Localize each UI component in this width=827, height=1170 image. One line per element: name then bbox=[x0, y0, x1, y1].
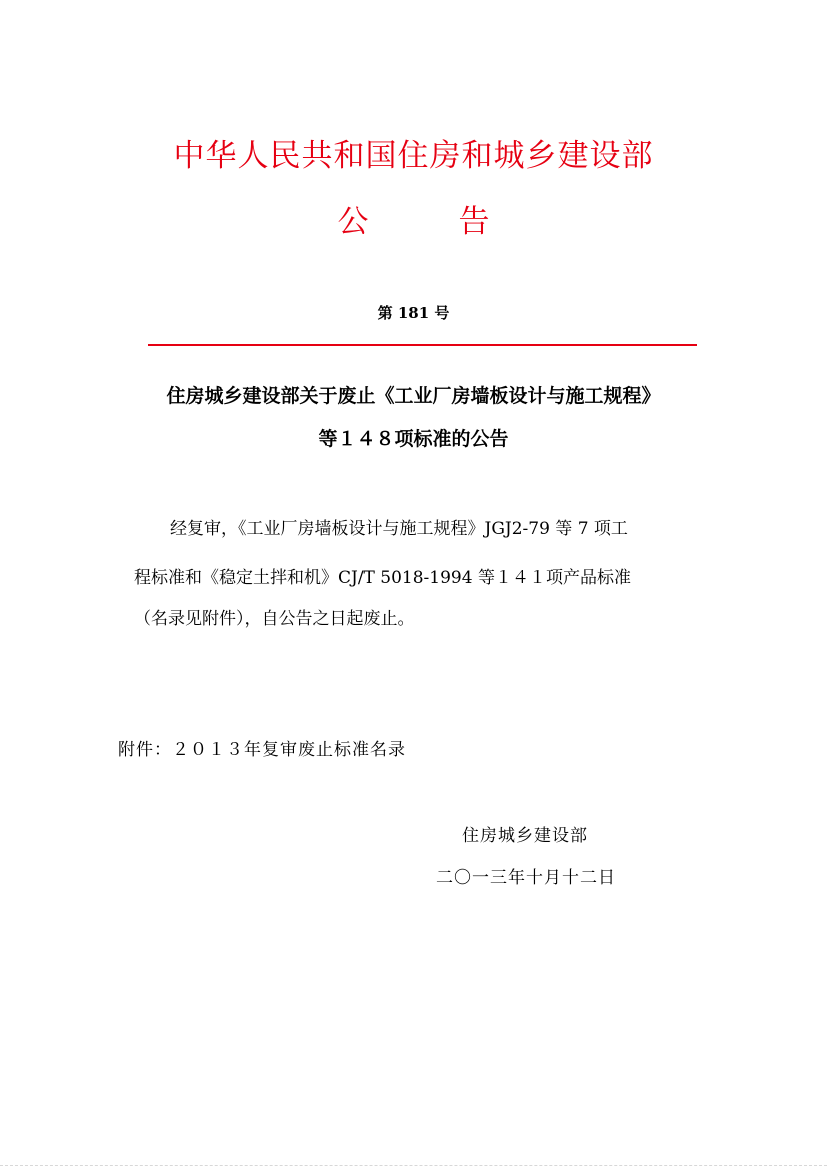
body-paragraph-line-1: 经复审，《工业厂房墙板设计与施工规程》JGJ2-79 等 7 项工 bbox=[170, 519, 628, 539]
issuing-authority-header: 中华人民共和国住房和城乡建设部 bbox=[173, 138, 654, 174]
announcement-title-line-2: 等１４８项标准的公告 bbox=[318, 428, 509, 450]
signature-date: 二〇一三年十月十二日 bbox=[436, 868, 616, 888]
document-type-char-1: 公 bbox=[337, 204, 369, 240]
body-paragraph-line-3: （名录见附件），自公告之日起废止。 bbox=[134, 609, 415, 629]
announcement-title-line-1: 住房城乡建设部关于废止《工业厂房墙板设计与施工规程》 bbox=[166, 385, 661, 407]
attachment-note: 附件：２０１３年复审废止标准名录 bbox=[118, 740, 406, 760]
page-bottom-edge bbox=[0, 1165, 827, 1166]
document-type-header bbox=[0, 196, 827, 241]
body-paragraph-line-2: 程标准和《稳定土拌和机》CJ/T 5018-1994 等１４１项产品标准 bbox=[134, 568, 631, 588]
document-type-char-2: 告 bbox=[458, 204, 490, 240]
signature-organization: 住房城乡建设部 bbox=[462, 826, 588, 846]
header-divider bbox=[148, 344, 697, 346]
document-number: 第 181 号 bbox=[377, 304, 450, 322]
